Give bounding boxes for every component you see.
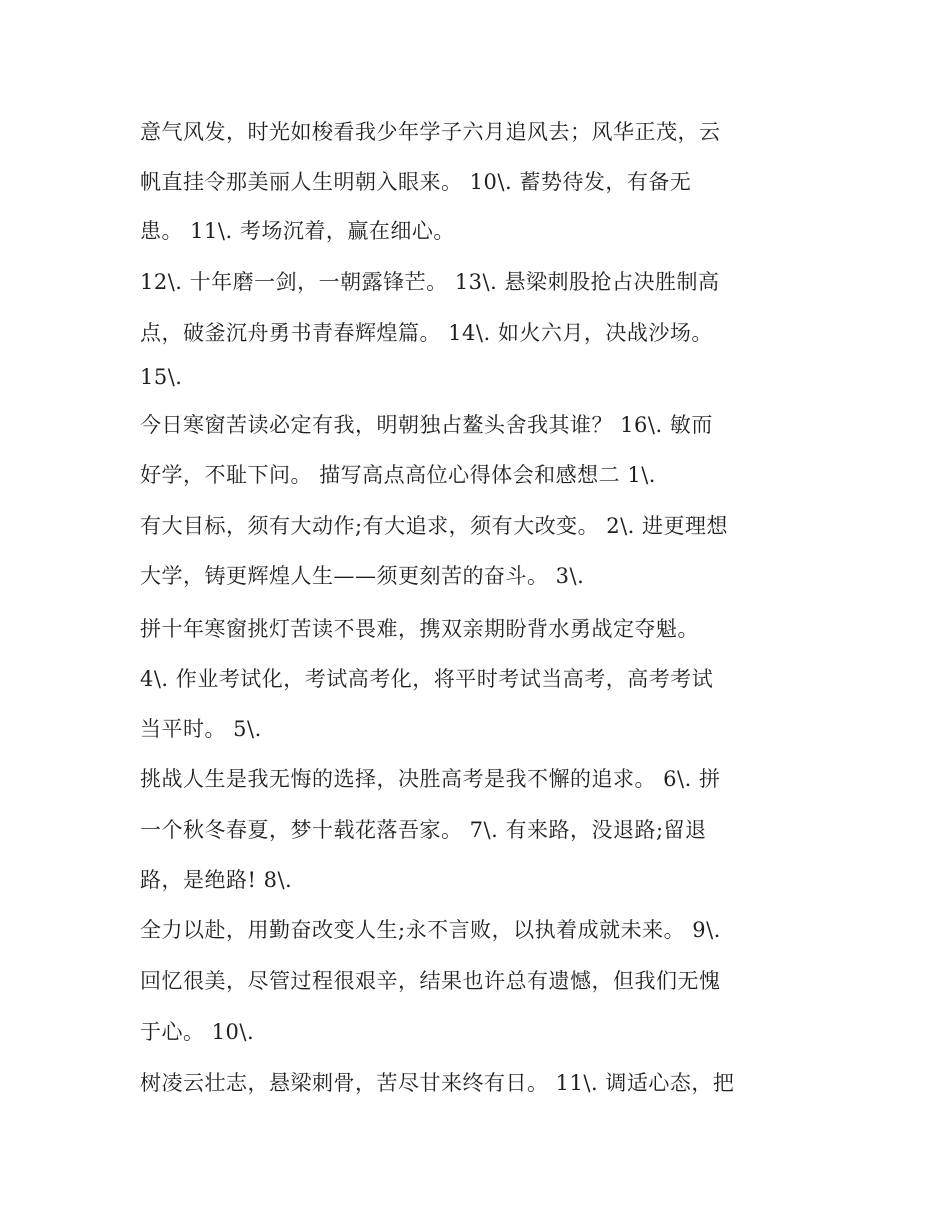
text-line: 4\. 作业考试化，考试高考化，将平时考试当高考，高考考试	[140, 667, 714, 691]
text-line: 12\. 十年磨一剑，一朝露锋芒。 13\. 悬梁刺股抢占决胜制高	[140, 270, 720, 294]
text-line: 有大目标，须有大动作;有大追求，须有大改变。 2\. 进更理想	[140, 514, 729, 538]
text-line: 一个秋冬春夏，梦十载花落吾家。 7\. 有来路，没退路;留退	[140, 818, 707, 842]
text-line: 大学，铸更辉煌人生——须更刻苦的奋斗。 3\.	[140, 564, 585, 588]
text-line: 帆直挂令那美丽人生明朝入眼来。 10\. 蓄势待发，有备无	[140, 170, 692, 194]
text-line: 全力以赴，用勤奋改变人生;永不言败，以执着成就未来。 9\.	[140, 918, 721, 942]
text-line: 15\.	[140, 365, 183, 389]
text-line: 于心。 10\.	[140, 1020, 255, 1044]
text-line: 树凌云壮志，悬梁刺骨，苦尽甘来终有日。 11\. 调适心态，把	[140, 1071, 735, 1095]
text-line: 意气风发，时光如梭看我少年学子六月追风去；风华正茂，云	[140, 120, 721, 144]
text-line: 挑战人生是我无悔的选择，决胜高考是我不懈的追求。 6\. 拼	[140, 767, 721, 791]
text-line: 回忆很美，尽管过程很艰辛，结果也许总有遗憾，但我们无愧	[140, 969, 721, 993]
text-line: 患。 11\. 考场沉着，赢在细心。	[140, 219, 455, 243]
text-line: 好学，不耻下问。 描写高点高位心得体会和感想二 1\.	[140, 463, 656, 487]
text-line: 拼十年寒窗挑灯苦读不畏难，携双亲期盼背水勇战定夺魁。	[140, 617, 699, 641]
text-line: 当平时。 5\.	[140, 717, 262, 741]
text-line: 点，破釜沉舟勇书青春辉煌篇。 14\. 如火六月，决战沙场。	[140, 321, 713, 345]
text-line: 今日寒窗苦读必定有我，明朝独占鳌头舍我其谁？ 16\. 敏而	[140, 413, 713, 437]
text-line: 路，是绝路! 8\.	[140, 868, 293, 892]
